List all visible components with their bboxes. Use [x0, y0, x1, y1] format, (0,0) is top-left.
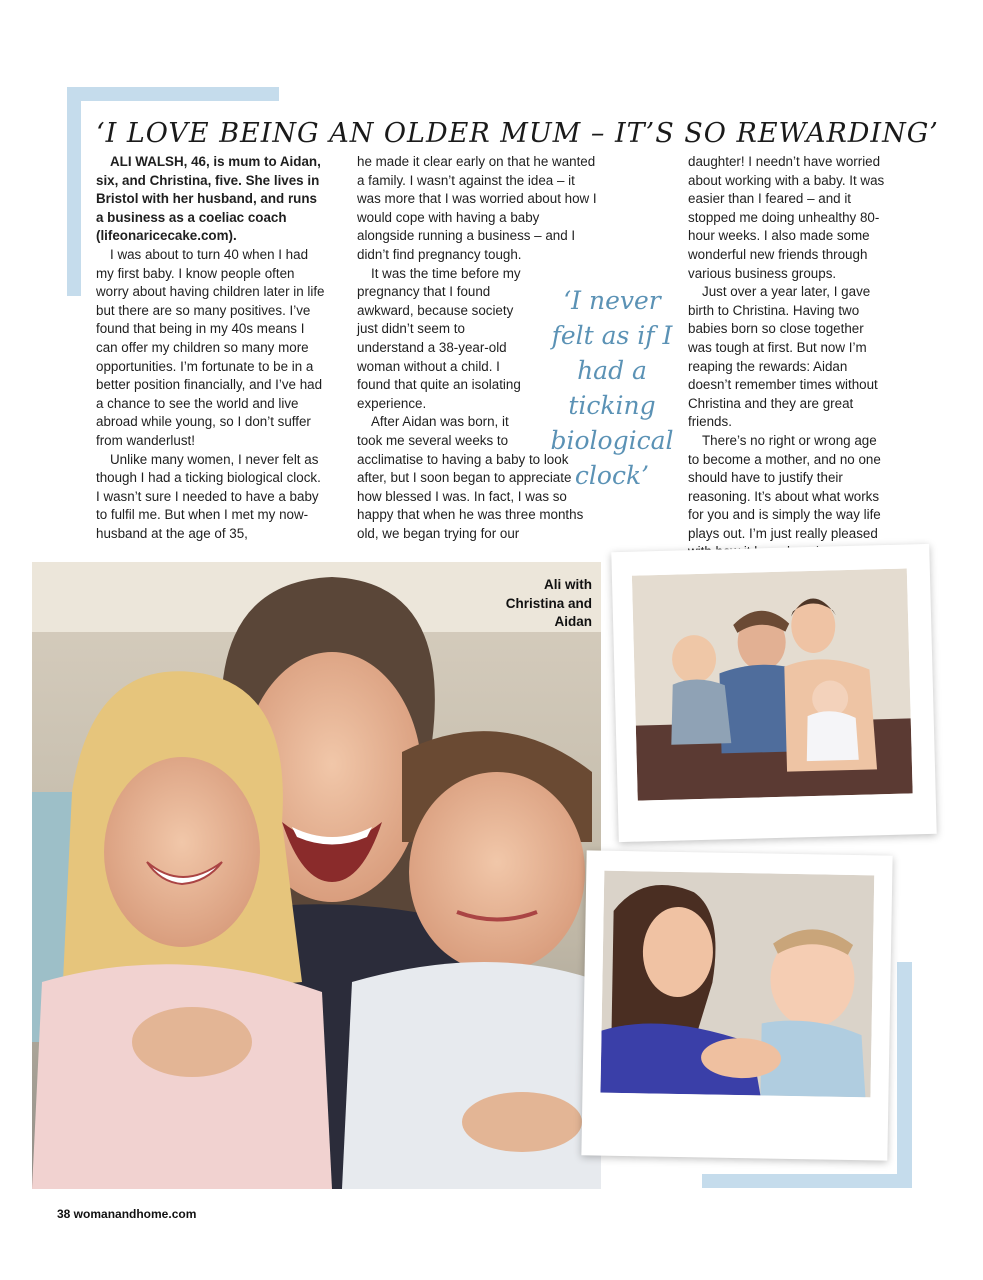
- main-photo-ali-with-children: [32, 562, 601, 1189]
- family-photo-illustration: [632, 568, 913, 800]
- paragraph: Just over a year later, I gave birth to Christina. Having two babies born so close together was tough at first. But now I’m reaping the rewards: Aidan doesn’t remember times without Christina and they are great friends.: [688, 284, 878, 430]
- paragraph: After Aidan was born, it took me several weeks to acclimatise to having a baby to look after, but I soon began to appreciate how blessed I was. In fact, I was so happy that when he was three months old, we began trying for our: [357, 414, 584, 541]
- polaroid-mum-and-baby-photo: [581, 850, 892, 1160]
- paragraph: Unlike many women, I never felt as though I had a ticking biological clock. I wasn’t sure I needed to have a baby to fulfil me. But when I met my now-husband at the age of 35,: [96, 451, 321, 541]
- page-footer: 38 womanandhome.com: [57, 1207, 197, 1221]
- paragraph: I was about to turn 40 when I had my first baby. I know people often worry about having children later in life but there are so many positives. I’ve found that being in my 40s means I can offer my children so many more opportunities. I’m fortunate to be in a better position financially, and I’ve had a chance to see the world and live abroad while young, so I don’t suffer from wanderlust!: [96, 246, 325, 448]
- headline: ‘I LOVE BEING AN OLDER MUM – IT’S SO REWARDING’: [96, 118, 939, 149]
- paragraph: he made it clear early on that he wanted a family. I wasn’t against the idea – it was more that I was worried about how I would cope with having a baby alongside running a business – and I didn’t find pregnancy tough.: [357, 154, 597, 262]
- article-column-1: [96, 153, 328, 543]
- decor-bar-left: [67, 87, 81, 296]
- paragraph: daughter! I needn’t have worried about working with a baby. It was easier than I feared – and it stopped me doing unhealthy 80-hour weeks. I also made some wonderful new friends through various business groups.: [688, 154, 885, 281]
- paragraph: There’s no right or wrong age to become a mother, and no one should have to justify their reasoning. It’s about what works for you and is simply the way life plays out. I’m just really pleased: [688, 432, 881, 541]
- polaroid-family-photo: [611, 544, 936, 842]
- pull-quote: ‘I never felt as if I had a ticking biological clock’: [550, 286, 674, 490]
- intro-paragraph: ALI WALSH, 46, is mum to Aidan, six, and Christina, five. She lives in Bristol with her husband, and runs a business as a coeliac coach (lifeonaricecake.com).: [96, 154, 321, 244]
- decor-bar-right: [897, 962, 912, 1188]
- paragraph: It was the time before my pregnancy that I found awkward, because society just didn’t seem to understand a 38-year-old woman without a child. I found that quite an isolating experience.: [357, 265, 521, 411]
- mum-baby-photo-illustration: [600, 871, 874, 1098]
- decor-bar-bottom: [702, 1174, 912, 1188]
- main-photo-illustration: [32, 562, 601, 1189]
- photo-caption: Ali with Christina and Aidan: [505, 577, 592, 629]
- decor-bar-top: [67, 87, 279, 101]
